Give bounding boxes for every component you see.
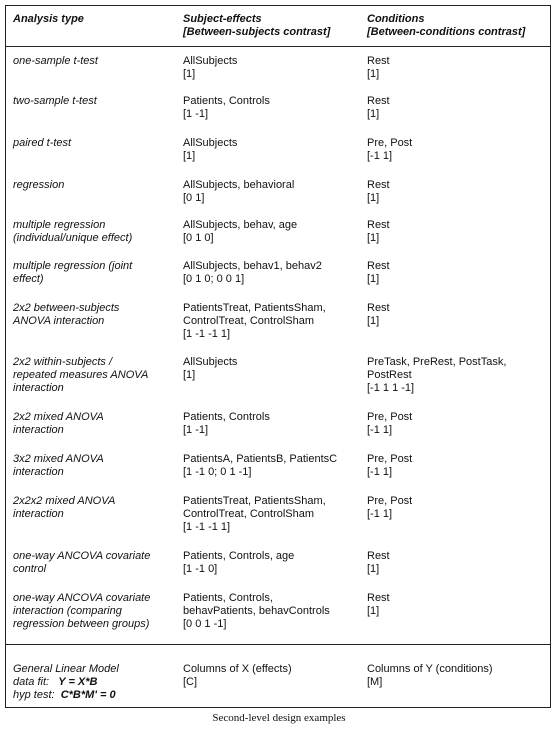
table-cell-analysis bbox=[13, 260, 173, 286]
cell-line: [1] bbox=[367, 108, 380, 120]
table-cell-subject bbox=[183, 495, 368, 534]
header-line: Conditions bbox=[367, 13, 425, 25]
cell-line: PostRest bbox=[367, 369, 412, 381]
table-cell-subject bbox=[183, 592, 368, 631]
cell-line: 2x2 between-subjects bbox=[13, 302, 120, 314]
cell-line: interaction bbox=[13, 424, 64, 436]
data-fit-formula: Y = X*B bbox=[58, 676, 98, 688]
table-cell-conditions bbox=[367, 356, 549, 395]
table-cell-analysis bbox=[13, 356, 173, 395]
cell-line: [1] bbox=[183, 369, 196, 381]
table-cell-analysis bbox=[13, 95, 173, 108]
cell-line: Pre, Post bbox=[367, 495, 413, 507]
cell-line: Pre, Post bbox=[367, 453, 413, 465]
cell-line: AllSubjects bbox=[183, 55, 238, 67]
cell-line: (individual/unique effect) bbox=[13, 232, 133, 244]
cell-line: PreTask, PreRest, PostTask, bbox=[367, 356, 507, 368]
cell-line: AllSubjects bbox=[183, 137, 238, 149]
table-cell-analysis bbox=[13, 137, 173, 150]
cell-line: Rest bbox=[367, 55, 390, 67]
table-cell-analysis bbox=[13, 550, 173, 576]
cell-line: PatientsTreat, PatientsSham, bbox=[183, 495, 326, 507]
cell-line: AllSubjects bbox=[183, 356, 238, 368]
cell-line: [-1 1] bbox=[367, 466, 393, 478]
cell-line: PatientsTreat, PatientsSham, bbox=[183, 302, 326, 314]
cell-line: 3x2 mixed ANOVA bbox=[13, 453, 104, 465]
cell-line: two-sample t-test bbox=[13, 95, 97, 107]
cell-line: 2x2x2 mixed ANOVA bbox=[13, 495, 116, 507]
cell-line: Rest bbox=[367, 592, 390, 604]
summary-analysis bbox=[13, 663, 173, 702]
summary-title: General Linear Model bbox=[13, 663, 119, 675]
cell-line: interaction bbox=[13, 466, 64, 478]
cell-line: regression between groups) bbox=[13, 618, 150, 630]
cell-line: behavPatients, behavControls bbox=[183, 605, 330, 617]
cell-line: one-way ANCOVA covariate bbox=[13, 550, 151, 562]
header-line: Analysis type bbox=[13, 13, 84, 25]
cell-line: [1] bbox=[367, 605, 380, 617]
cell-line: interaction bbox=[13, 382, 64, 394]
cell-line: ControlTreat, ControlSham bbox=[183, 508, 315, 520]
table-cell-subject bbox=[183, 95, 368, 121]
table-cell-subject bbox=[183, 179, 368, 205]
cell-line: control bbox=[13, 563, 47, 575]
cell-line: [1 -1] bbox=[183, 424, 209, 436]
table-cell-conditions bbox=[367, 550, 549, 576]
summary-hyp-test bbox=[13, 689, 173, 702]
cell-line: [1] bbox=[183, 150, 196, 162]
design-table bbox=[5, 5, 551, 708]
cell-line: [-1 1 1 -1] bbox=[367, 382, 415, 394]
table-cell-conditions bbox=[367, 95, 549, 121]
header-divider bbox=[6, 46, 550, 47]
data-fit-label: data fit: bbox=[13, 676, 50, 688]
cell-line: Rest bbox=[367, 302, 390, 314]
table-cell-conditions bbox=[367, 137, 549, 163]
summary-subject-line: [C] bbox=[183, 676, 198, 688]
cell-line: ANOVA interaction bbox=[13, 315, 105, 327]
header-line: [Between-conditions contrast] bbox=[367, 26, 526, 38]
cell-line: multiple regression (joint bbox=[13, 260, 133, 272]
cell-line: [1] bbox=[367, 192, 380, 204]
cell-line: [1] bbox=[367, 315, 380, 327]
cell-line: Patients, Controls, bbox=[183, 592, 273, 604]
cell-line: [1] bbox=[367, 232, 380, 244]
header-line: [Between-subjects contrast] bbox=[183, 26, 331, 38]
cell-line: [-1 1] bbox=[367, 150, 393, 162]
cell-line: [1] bbox=[367, 273, 380, 285]
cell-line: regression bbox=[13, 179, 65, 191]
cell-line: one-way ANCOVA covariate bbox=[13, 592, 151, 604]
cell-line: Rest bbox=[367, 179, 390, 191]
cell-line: one-sample t-test bbox=[13, 55, 98, 67]
summary-subject-line: Columns of X (effects) bbox=[183, 663, 292, 675]
cell-line: PatientsA, PatientsB, PatientsC bbox=[183, 453, 338, 465]
hyp-test-formula: C*B*M' = 0 bbox=[60, 689, 116, 701]
table-cell-conditions bbox=[367, 302, 549, 328]
cell-line: ControlTreat, ControlSham bbox=[183, 315, 315, 327]
summary-conditions bbox=[367, 663, 549, 689]
table-cell-conditions bbox=[367, 55, 549, 81]
cell-line: [1 -1 -1 1] bbox=[183, 328, 231, 340]
cell-line: [1] bbox=[367, 563, 380, 575]
table-cell-analysis bbox=[13, 495, 173, 521]
cell-line: Rest bbox=[367, 550, 390, 562]
header-line: Subject-effects bbox=[183, 13, 262, 25]
cell-line: Rest bbox=[367, 260, 390, 272]
cell-line: multiple regression bbox=[13, 219, 106, 231]
cell-line: effect) bbox=[13, 273, 44, 285]
table-cell-analysis bbox=[13, 55, 173, 68]
summary-subject bbox=[183, 663, 368, 689]
summary-divider bbox=[6, 644, 550, 645]
header-subject-effects bbox=[183, 13, 368, 39]
cell-line: [-1 1] bbox=[367, 508, 393, 520]
table-cell-conditions bbox=[367, 219, 549, 245]
cell-line: Rest bbox=[367, 95, 390, 107]
cell-line: Rest bbox=[367, 219, 390, 231]
table-cell-conditions bbox=[367, 260, 549, 286]
table-cell-conditions bbox=[367, 179, 549, 205]
table-cell-subject bbox=[183, 302, 368, 341]
table-cell-conditions bbox=[367, 411, 549, 437]
cell-line: interaction (comparing bbox=[13, 605, 122, 617]
table-cell-subject bbox=[183, 219, 368, 245]
cell-line: Patients, Controls, age bbox=[183, 550, 295, 562]
table-cell-subject bbox=[183, 260, 368, 286]
cell-line: [-1 1] bbox=[367, 424, 393, 436]
cell-line: [1 -1 0; 0 1 -1] bbox=[183, 466, 252, 478]
table-cell-analysis bbox=[13, 219, 173, 245]
cell-line: [1 -1] bbox=[183, 108, 209, 120]
cell-line: [0 1] bbox=[183, 192, 205, 204]
table-cell-analysis bbox=[13, 453, 173, 479]
cell-line: AllSubjects, behav, age bbox=[183, 219, 298, 231]
summary-conditions-line: Columns of Y (conditions) bbox=[367, 663, 493, 675]
table-cell-subject bbox=[183, 137, 368, 163]
table-cell-subject bbox=[183, 550, 368, 576]
table-cell-subject bbox=[183, 453, 368, 479]
cell-line: [1] bbox=[183, 68, 196, 80]
table-cell-subject bbox=[183, 411, 368, 437]
cell-line: Pre, Post bbox=[367, 411, 413, 423]
cell-line: [0 1 0] bbox=[183, 232, 214, 244]
cell-line: 2x2 within-subjects / bbox=[13, 356, 113, 368]
table-cell-analysis bbox=[13, 592, 173, 631]
summary-conditions-line: [M] bbox=[367, 676, 383, 688]
table-cell-conditions bbox=[367, 495, 549, 521]
cell-line: [0 0 1 -1] bbox=[183, 618, 227, 630]
table-cell-analysis bbox=[13, 302, 173, 328]
header-conditions bbox=[367, 13, 549, 39]
cell-line: Pre, Post bbox=[367, 137, 413, 149]
cell-line: AllSubjects, behavioral bbox=[183, 179, 295, 191]
cell-line: [1 -1 0] bbox=[183, 563, 218, 575]
hyp-test-label: hyp test: bbox=[13, 689, 55, 701]
cell-line: [0 1 0; 0 0 1] bbox=[183, 273, 245, 285]
cell-line: paired t-test bbox=[13, 137, 72, 149]
cell-line: [1] bbox=[367, 68, 380, 80]
cell-line: Patients, Controls bbox=[183, 411, 270, 423]
summary-data-fit bbox=[13, 676, 173, 689]
table-cell-conditions bbox=[367, 592, 549, 618]
cell-line: [1 -1 -1 1] bbox=[183, 521, 231, 533]
table-cell-analysis bbox=[13, 179, 173, 192]
table-cell-subject bbox=[183, 356, 368, 382]
table-cell-conditions bbox=[367, 453, 549, 479]
cell-line: 2x2 mixed ANOVA bbox=[13, 411, 104, 423]
cell-line: AllSubjects, behav1, behav2 bbox=[183, 260, 322, 272]
cell-line: Patients, Controls bbox=[183, 95, 270, 107]
figure-caption: Second-level design examples bbox=[212, 712, 346, 724]
table-cell-analysis bbox=[13, 411, 173, 437]
table-cell-subject bbox=[183, 55, 368, 81]
cell-line: repeated measures ANOVA bbox=[13, 369, 149, 381]
header-analysis-type bbox=[13, 13, 173, 26]
cell-line: interaction bbox=[13, 508, 64, 520]
